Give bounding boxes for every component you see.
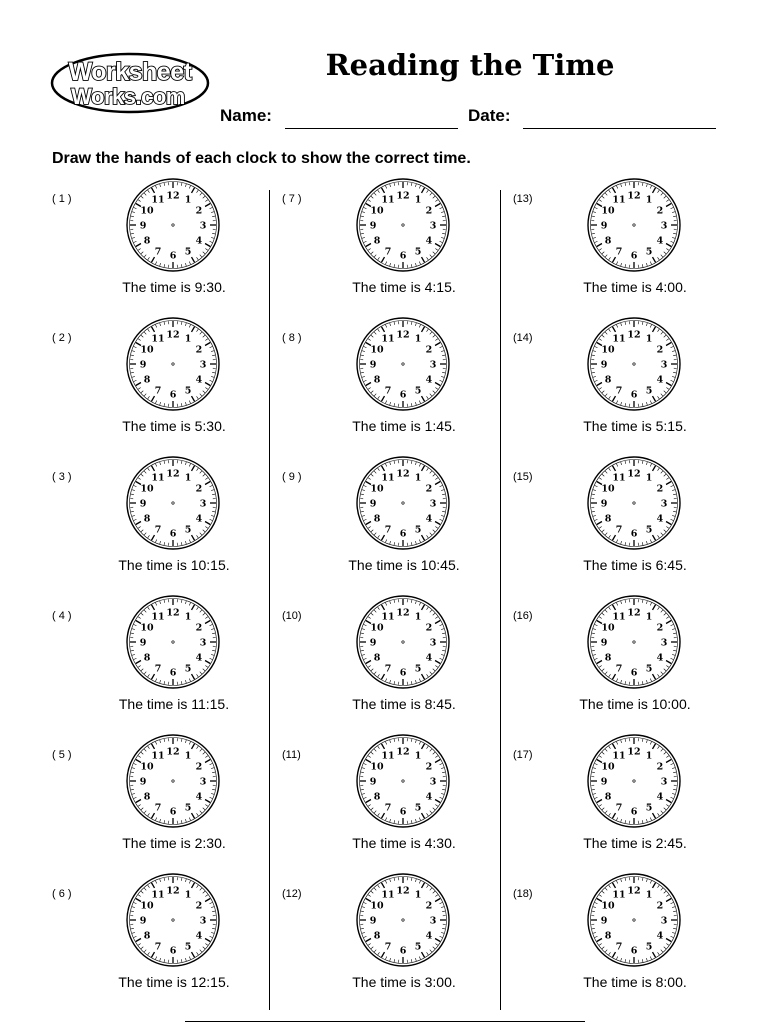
clock-number: 11 — [381, 612, 394, 623]
clock-number: 1 — [415, 890, 422, 901]
clock-number: 9 — [140, 499, 147, 510]
clock-number: 4 — [657, 792, 664, 803]
clock-number: 3 — [661, 916, 668, 927]
clock-number: 4 — [657, 514, 664, 525]
time-caption: The time is 2:30. — [62, 835, 286, 851]
problem-item — [52, 193, 282, 331]
clock-number: 1 — [415, 751, 422, 762]
clock-number: 1 — [646, 890, 653, 901]
clock-face[interactable] — [355, 594, 451, 690]
clock-number: 10 — [140, 484, 154, 495]
clock-number: 2 — [196, 901, 203, 912]
clock-number: 3 — [661, 360, 668, 371]
clock-number: 12 — [627, 886, 640, 897]
clock-number: 11 — [151, 890, 164, 901]
clock-number: 4 — [196, 931, 203, 942]
clock-number: 5 — [646, 802, 653, 813]
clock-number: 12 — [396, 330, 409, 341]
clock-number: 5 — [415, 385, 422, 396]
clock-number: 1 — [415, 195, 422, 206]
clock-number: 12 — [396, 191, 409, 202]
clock-number: 2 — [426, 484, 433, 495]
clock-number: 9 — [601, 638, 608, 649]
clock-number: 1 — [185, 195, 192, 206]
clock-number: 8 — [144, 653, 151, 664]
time-caption: The time is 8:45. — [292, 696, 516, 712]
clock-number: 4 — [426, 792, 433, 803]
clock-number: 12 — [396, 886, 409, 897]
clock-number: 1 — [185, 751, 192, 762]
clock-number: 7 — [155, 663, 162, 674]
clock-number: 11 — [151, 751, 164, 762]
clock-number: 9 — [140, 777, 147, 788]
clock-number: 6 — [400, 529, 407, 540]
clock-number: 12 — [166, 469, 179, 480]
problem-number: (18) — [513, 888, 533, 900]
clock-number: 11 — [151, 473, 164, 484]
clock-number: 11 — [381, 334, 394, 345]
problem-item — [52, 610, 282, 748]
clock-number: 10 — [370, 762, 384, 773]
clock-face[interactable] — [586, 177, 682, 273]
clock-number: 12 — [396, 469, 409, 480]
problem-number: (17) — [513, 749, 533, 761]
clock-number: 11 — [612, 334, 625, 345]
clock-number: 5 — [646, 663, 653, 674]
clock-number: 10 — [140, 762, 154, 773]
clock-face[interactable] — [125, 594, 221, 690]
clock-number: 6 — [400, 946, 407, 957]
clock-face[interactable] — [125, 733, 221, 829]
clock-number: 6 — [400, 807, 407, 818]
time-caption: The time is 6:45. — [523, 557, 747, 573]
clock-number: 12 — [627, 330, 640, 341]
clock-number: 11 — [381, 751, 394, 762]
problem-item — [513, 610, 743, 748]
clock-number: 9 — [601, 221, 608, 232]
clock-face[interactable] — [586, 594, 682, 690]
logo-line2: Works.com — [71, 84, 185, 109]
clock-number: 9 — [601, 916, 608, 927]
clock-number: 12 — [166, 330, 179, 341]
clock-number: 7 — [155, 802, 162, 813]
clock-number: 11 — [151, 334, 164, 345]
clock-number: 1 — [646, 612, 653, 623]
clock-number: 5 — [415, 802, 422, 813]
problem-item — [52, 471, 282, 609]
clock-number: 5 — [415, 663, 422, 674]
problem-number: ( 6 ) — [52, 888, 72, 900]
clock-number: 8 — [605, 514, 612, 525]
clock-number: 4 — [426, 931, 433, 942]
problem-item — [513, 749, 743, 887]
problem-item — [513, 193, 743, 331]
clock-number: 10 — [601, 901, 615, 912]
problem-item — [282, 610, 512, 748]
clock-number: 11 — [151, 612, 164, 623]
clock-face[interactable] — [586, 455, 682, 551]
clock-face[interactable] — [586, 872, 682, 968]
time-caption: The time is 2:45. — [523, 835, 747, 851]
clock-number: 3 — [200, 777, 207, 788]
problem-number: (15) — [513, 471, 533, 483]
clock-number: 2 — [426, 762, 433, 773]
footer-rule — [185, 1021, 585, 1022]
clock-number: 7 — [155, 524, 162, 535]
clock-number: 7 — [616, 246, 623, 257]
clock-number: 2 — [657, 901, 664, 912]
clock-number: 11 — [151, 195, 164, 206]
clock-number: 1 — [185, 890, 192, 901]
clock-face[interactable] — [355, 177, 451, 273]
time-caption: The time is 11:15. — [62, 696, 286, 712]
clock-number: 6 — [631, 251, 638, 262]
clock-number: 9 — [370, 499, 377, 510]
clock-number: 1 — [185, 612, 192, 623]
page-title: Reading the Time — [300, 48, 640, 82]
clock-number: 10 — [601, 484, 615, 495]
clock-number: 1 — [646, 334, 653, 345]
clock-number: 4 — [426, 236, 433, 247]
problem-item — [52, 332, 282, 470]
problem-number: ( 9 ) — [282, 471, 302, 483]
clock-number: 11 — [381, 473, 394, 484]
clock-number: 6 — [170, 251, 177, 262]
clock-number: 2 — [196, 345, 203, 356]
clock-number: 10 — [140, 901, 154, 912]
name-label: Name: — [220, 106, 272, 126]
clock-number: 9 — [370, 916, 377, 927]
clock-number: 7 — [616, 524, 623, 535]
problem-item — [52, 888, 282, 1026]
clock-face[interactable] — [586, 733, 682, 829]
time-caption: The time is 4:00. — [523, 279, 747, 295]
clock-face[interactable] — [586, 316, 682, 412]
clock-number: 2 — [426, 206, 433, 217]
clock-number: 6 — [400, 668, 407, 679]
clock-number: 8 — [374, 236, 381, 247]
clock-number: 3 — [661, 221, 668, 232]
problem-item — [282, 332, 512, 470]
clock-number: 10 — [370, 345, 384, 356]
time-caption: The time is 1:45. — [292, 418, 516, 434]
time-caption: The time is 4:30. — [292, 835, 516, 851]
clock-number: 3 — [661, 777, 668, 788]
clock-number: 8 — [374, 931, 381, 942]
time-caption: The time is 5:15. — [523, 418, 747, 434]
clock-number: 4 — [196, 236, 203, 247]
clock-number: 3 — [430, 360, 437, 371]
clock-number: 2 — [196, 484, 203, 495]
clock-number: 2 — [426, 623, 433, 634]
clock-number: 12 — [396, 747, 409, 758]
clock-face[interactable] — [125, 455, 221, 551]
clock-number: 4 — [426, 653, 433, 664]
problem-item — [513, 471, 743, 609]
clock-number: 7 — [155, 246, 162, 257]
clock-number: 2 — [426, 345, 433, 356]
clock-number: 1 — [646, 751, 653, 762]
problem-number: (13) — [513, 193, 533, 205]
clock-number: 2 — [657, 345, 664, 356]
problem-number: (16) — [513, 610, 533, 622]
clock-number: 11 — [612, 195, 625, 206]
clock-number: 9 — [370, 221, 377, 232]
problem-item — [282, 471, 512, 609]
time-caption: The time is 10:45. — [292, 557, 516, 573]
clock-number: 12 — [166, 191, 179, 202]
clock-number: 5 — [646, 524, 653, 535]
clock-number: 11 — [612, 890, 625, 901]
clock-number: 5 — [415, 246, 422, 257]
clock-number: 10 — [370, 623, 384, 634]
clock-face[interactable] — [355, 733, 451, 829]
clock-number: 6 — [400, 251, 407, 262]
clock-number: 3 — [200, 360, 207, 371]
clock-number: 1 — [185, 473, 192, 484]
problem-number: ( 7 ) — [282, 193, 302, 205]
clock-number: 9 — [370, 360, 377, 371]
clock-number: 8 — [374, 653, 381, 664]
clock-number: 12 — [166, 608, 179, 619]
clock-number: 12 — [627, 747, 640, 758]
clock-number: 4 — [657, 931, 664, 942]
clock-number: 10 — [601, 623, 615, 634]
clock-number: 10 — [140, 623, 154, 634]
instructions-text: Draw the hands of each clock to show the correct time. — [52, 150, 471, 168]
clock-number: 6 — [400, 390, 407, 401]
clock-number: 5 — [646, 385, 653, 396]
problem-number: (14) — [513, 332, 533, 344]
clock-number: 7 — [385, 663, 392, 674]
date-field-line[interactable] — [523, 128, 716, 129]
clock-number: 10 — [140, 206, 154, 217]
clock-number: 8 — [605, 375, 612, 386]
clock-number: 3 — [200, 499, 207, 510]
clock-number: 1 — [415, 334, 422, 345]
clock-number: 3 — [200, 638, 207, 649]
name-field-line[interactable] — [285, 128, 458, 129]
clock-number: 6 — [170, 946, 177, 957]
logo-line1: Worksheet — [69, 58, 193, 86]
clock-number: 7 — [616, 802, 623, 813]
clock-number: 2 — [657, 762, 664, 773]
worksheetworks-logo — [50, 52, 210, 114]
clock-number: 8 — [605, 653, 612, 664]
clock-number: 11 — [612, 473, 625, 484]
clock-number: 10 — [601, 762, 615, 773]
problem-item — [513, 888, 743, 1026]
time-caption: The time is 12:15. — [62, 974, 286, 990]
clock-number: 4 — [196, 375, 203, 386]
clock-number: 5 — [646, 941, 653, 952]
clock-number: 7 — [385, 385, 392, 396]
clock-number: 2 — [196, 206, 203, 217]
clock-number: 4 — [196, 514, 203, 525]
clock-face[interactable] — [125, 872, 221, 968]
clock-number: 5 — [646, 246, 653, 257]
clock-face[interactable] — [125, 316, 221, 412]
clock-number: 5 — [185, 385, 192, 396]
clock-number: 9 — [601, 360, 608, 371]
clock-number: 2 — [657, 484, 664, 495]
clock-face[interactable] — [125, 177, 221, 273]
problem-item — [52, 749, 282, 887]
clock-number: 12 — [166, 747, 179, 758]
clock-number: 4 — [196, 653, 203, 664]
clock-number: 7 — [616, 663, 623, 674]
clock-number: 9 — [370, 777, 377, 788]
problem-number: ( 2 ) — [52, 332, 72, 344]
clock-number: 7 — [155, 385, 162, 396]
time-caption: The time is 8:00. — [523, 974, 747, 990]
time-caption: The time is 10:00. — [523, 696, 747, 712]
clock-number: 1 — [646, 195, 653, 206]
problem-item — [282, 749, 512, 887]
clock-number: 11 — [612, 751, 625, 762]
clock-number: 8 — [374, 792, 381, 803]
clock-number: 10 — [370, 901, 384, 912]
clock-number: 5 — [185, 663, 192, 674]
clock-number: 7 — [385, 246, 392, 257]
clock-number: 6 — [631, 529, 638, 540]
clock-number: 3 — [430, 499, 437, 510]
clock-number: 12 — [627, 191, 640, 202]
time-caption: The time is 4:15. — [292, 279, 516, 295]
clock-number: 2 — [196, 623, 203, 634]
clock-number: 6 — [631, 668, 638, 679]
clock-number: 5 — [185, 524, 192, 535]
problem-number: ( 8 ) — [282, 332, 302, 344]
clock-number: 9 — [601, 777, 608, 788]
problem-number: ( 3 ) — [52, 471, 72, 483]
clock-number: 3 — [661, 499, 668, 510]
clock-number: 8 — [374, 375, 381, 386]
problem-number: ( 5 ) — [52, 749, 72, 761]
clock-number: 8 — [144, 931, 151, 942]
problem-item — [282, 193, 512, 331]
clock-number: 11 — [381, 890, 394, 901]
clock-number: 12 — [396, 608, 409, 619]
clock-number: 1 — [415, 612, 422, 623]
clock-number: 1 — [646, 473, 653, 484]
clock-number: 10 — [370, 206, 384, 217]
time-caption: The time is 5:30. — [62, 418, 286, 434]
clock-number: 3 — [430, 916, 437, 927]
problem-number: (12) — [282, 888, 302, 900]
clock-number: 5 — [185, 802, 192, 813]
clock-number: 5 — [185, 246, 192, 257]
clock-number: 2 — [196, 762, 203, 773]
clock-number: 3 — [430, 221, 437, 232]
clock-number: 1 — [185, 334, 192, 345]
clock-number: 9 — [140, 221, 147, 232]
clock-face[interactable] — [355, 455, 451, 551]
clock-number: 7 — [616, 941, 623, 952]
clock-number: 3 — [430, 638, 437, 649]
clock-number: 7 — [385, 941, 392, 952]
date-label: Date: — [468, 106, 511, 126]
clock-number: 5 — [185, 941, 192, 952]
clock-number: 9 — [370, 638, 377, 649]
clock-number: 7 — [616, 385, 623, 396]
problem-item — [282, 888, 512, 1026]
clock-number: 9 — [140, 916, 147, 927]
clock-number: 2 — [426, 901, 433, 912]
clock-number: 7 — [385, 524, 392, 535]
clock-number: 8 — [605, 931, 612, 942]
clock-number: 12 — [627, 469, 640, 480]
clock-number: 6 — [631, 807, 638, 818]
clock-number: 9 — [140, 360, 147, 371]
clock-number: 10 — [370, 484, 384, 495]
clock-number: 12 — [166, 886, 179, 897]
clock-number: 2 — [657, 206, 664, 217]
time-caption: The time is 3:00. — [292, 974, 516, 990]
clock-number: 8 — [144, 236, 151, 247]
clock-number: 9 — [140, 638, 147, 649]
clock-number: 10 — [140, 345, 154, 356]
clock-number: 7 — [385, 802, 392, 813]
clock-number: 8 — [144, 375, 151, 386]
clock-number: 6 — [631, 946, 638, 957]
clock-number: 6 — [170, 668, 177, 679]
clock-number: 8 — [144, 792, 151, 803]
time-caption: The time is 10:15. — [62, 557, 286, 573]
clock-number: 8 — [144, 514, 151, 525]
clock-face[interactable] — [355, 872, 451, 968]
clock-number: 3 — [200, 916, 207, 927]
clock-number: 4 — [657, 653, 664, 664]
clock-number: 3 — [661, 638, 668, 649]
clock-number: 3 — [430, 777, 437, 788]
clock-number: 4 — [426, 375, 433, 386]
problem-number: ( 1 ) — [52, 193, 72, 205]
clock-number: 6 — [170, 529, 177, 540]
clock-number: 6 — [170, 390, 177, 401]
clock-number: 10 — [601, 206, 615, 217]
clock-number: 10 — [601, 345, 615, 356]
clock-number: 4 — [657, 375, 664, 386]
clock-number: 12 — [627, 608, 640, 619]
clock-number: 11 — [612, 612, 625, 623]
clock-face[interactable] — [355, 316, 451, 412]
problem-number: (11) — [282, 749, 301, 761]
problem-item — [513, 332, 743, 470]
clock-number: 2 — [657, 623, 664, 634]
clock-number: 3 — [200, 221, 207, 232]
problem-number: (10) — [282, 610, 302, 622]
clock-number: 5 — [415, 524, 422, 535]
clock-number: 6 — [170, 807, 177, 818]
clock-number: 8 — [605, 236, 612, 247]
clock-number: 8 — [374, 514, 381, 525]
clock-number: 7 — [155, 941, 162, 952]
clock-number: 4 — [196, 792, 203, 803]
problem-number: ( 4 ) — [52, 610, 72, 622]
clock-number: 4 — [657, 236, 664, 247]
clock-number: 6 — [631, 390, 638, 401]
time-caption: The time is 9:30. — [62, 279, 286, 295]
clock-number: 1 — [415, 473, 422, 484]
clock-number: 9 — [601, 499, 608, 510]
clock-number: 8 — [605, 792, 612, 803]
clock-number: 4 — [426, 514, 433, 525]
clock-number: 11 — [381, 195, 394, 206]
clock-number: 5 — [415, 941, 422, 952]
